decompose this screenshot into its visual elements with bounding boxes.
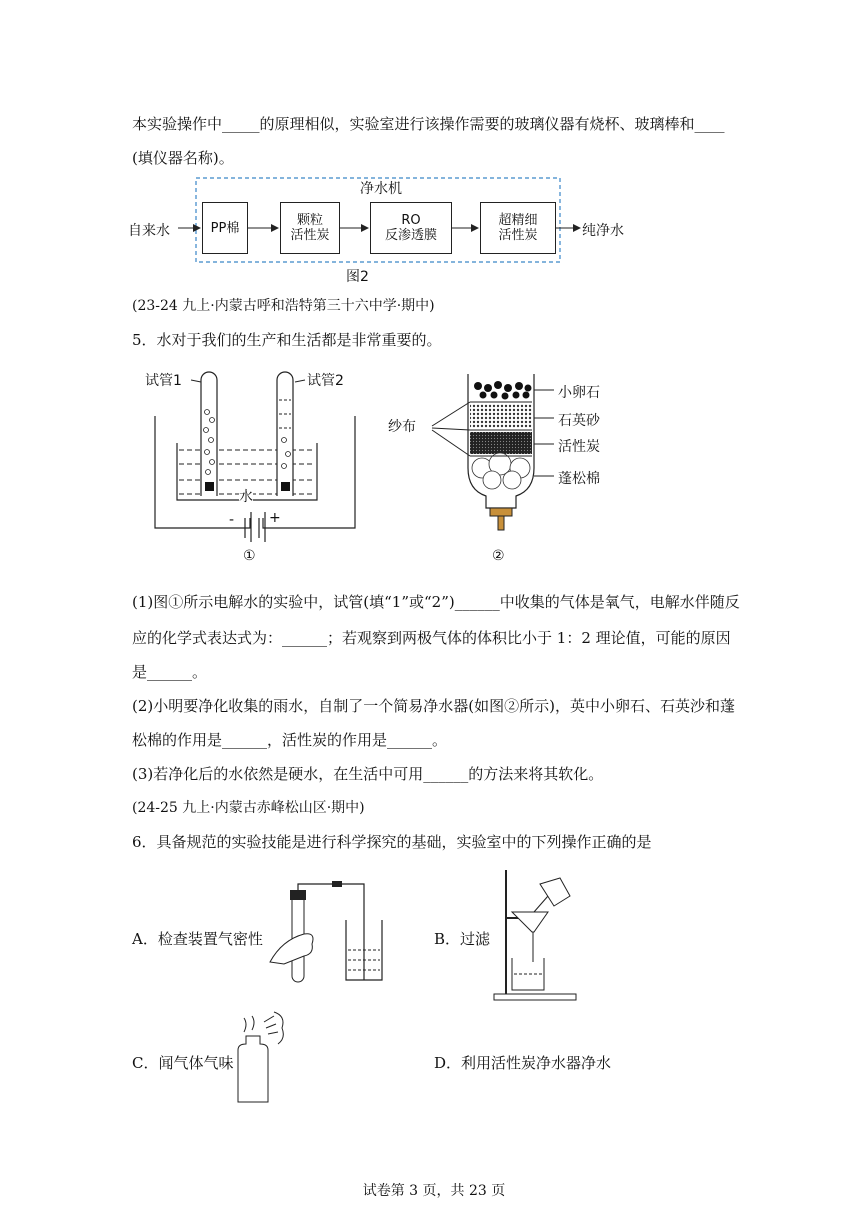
q5-part1-line2: 应的化学式表达式为：______；若观察到两极气体的体积比小于 1：2 理论值，可能的原因 [132,629,731,647]
stage-ultrafine-line2: 活性炭 [498,228,538,243]
page-footer: 试卷第 3 页，共 23 页 [362,1183,506,1199]
q5-part2-line1: (2)小明要净化收集的雨水，自制了一个简易净水器(如图②所示)，英中小卵石、石英沙和蓬 [132,697,735,715]
q6-stem: 6．具备规范的实验技能是进行科学探究的基础，实验室中的下列操作正确的是 [132,833,652,851]
stage-granular-carbon [280,202,340,254]
q5-stem: 5．水对于我们的生产和生活都是非常重要的。 [132,331,442,349]
stage-ro-line2: 反渗透膜 [384,228,437,243]
stage-pp-cotton-label: PP棉 [210,220,240,236]
layer-activated-carbon-label: 活性炭 [558,439,600,455]
minus-label: - [229,512,235,528]
water-label: 水 [239,486,253,506]
electrolysis-apparatus-graphic [145,368,370,568]
stage-pp-cotton [202,202,248,254]
q5-part1-line1: (1)图①所示电解水的实验中，试管(填“1”或“2”)______中收集的气体是氧气，电解水伴随反 [132,593,740,611]
intro-line-1: 本实验操作中_____的原理相似，实验室进行该操作需要的玻璃仪器有烧杯、玻璃棒和____ [132,115,725,133]
intro-line-2: (填仪器名称)。 [132,149,234,167]
figure-2-circle-caption: ② [492,548,505,564]
input-label: 自来水 [128,223,170,239]
stage-ro-line1: RO [401,213,421,228]
stage-ultrafine-line1: 超精细 [498,213,538,228]
output-label: 纯净水 [582,223,624,239]
stage-ultrafine-carbon [480,202,556,254]
figure-simple-purifier [388,368,638,568]
layer-quartz-sand-label: 石英砂 [558,413,600,429]
option-a-label[interactable]: A．检查装置气密性 [132,930,263,948]
tube-2-label: 试管2 [307,373,344,389]
option-b-filtration-graphic [490,866,590,1006]
q5-part2-line2: 松棉的作用是______，活性炭的作用是______。 [132,731,448,749]
figure-1-caption: ① [243,548,256,564]
plus-label: + [269,510,281,526]
option-c-label[interactable]: C．闻气体气味 [132,1054,234,1072]
stage-granular-carbon-line1: 颗粒 [296,213,323,228]
q5-part3: (3)若净化后的水依然是硬水，在生活中可用______的方法来将其软化。 [132,765,604,783]
figure-2-purifier-flow [128,176,624,286]
gauze-label: 纱布 [388,419,416,435]
layer-pebbles-label: 小卵石 [558,385,600,401]
layer-cotton-label: 蓬松棉 [558,471,600,487]
stage-granular-carbon-line2: 活性炭 [290,228,330,243]
q5-part1-line3: 是______。 [132,663,208,681]
purifier-bottle-graphic [388,368,638,568]
option-c-smell-gas-graphic [230,1010,290,1110]
option-d-label[interactable]: D．利用活性炭净水器净水 [434,1054,612,1072]
q5-source: (23-24 九上·内蒙古呼和浩特第三十六中学·期中) [132,298,435,314]
figure-2-caption: 图2 [346,269,369,285]
option-b-label[interactable]: B．过滤 [434,930,491,948]
stage-ro-membrane [370,202,452,254]
purifier-title: 净水机 [360,181,402,197]
figure-electrolysis [145,368,370,568]
tube-1-label: 试管1 [145,373,182,389]
q6-source: (24-25 九上·内蒙古赤峰松山区·期中) [132,800,365,816]
option-a-airtightness-graphic [264,880,394,990]
